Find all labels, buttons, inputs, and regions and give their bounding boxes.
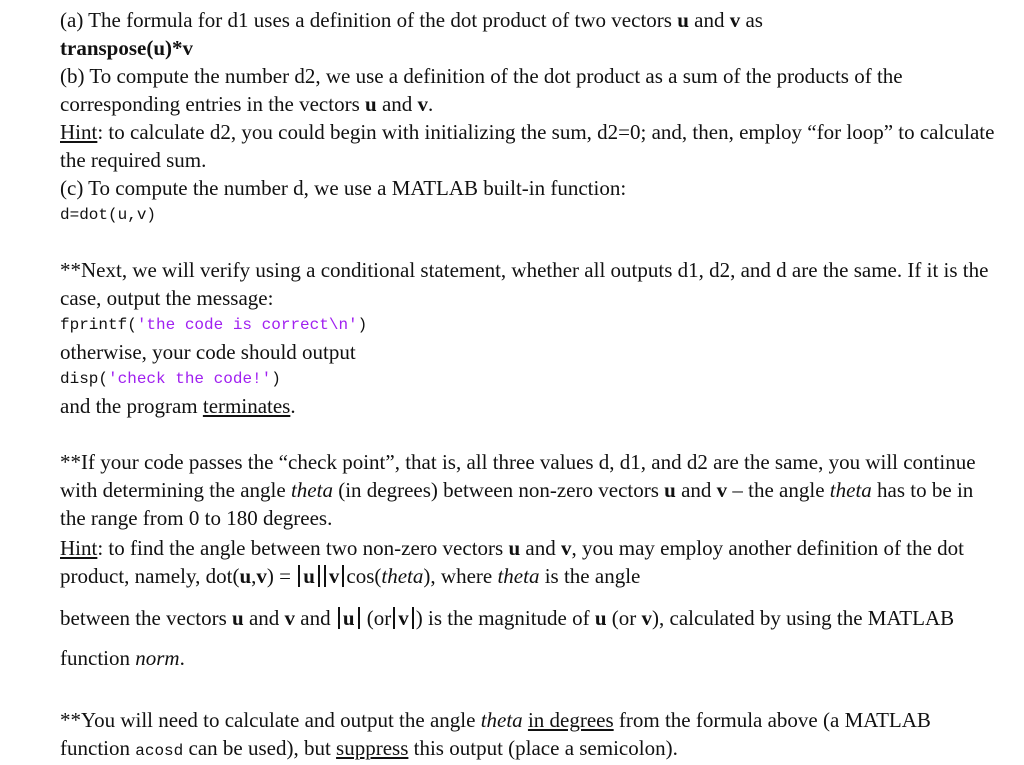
code-dot: d=dot(u,v) xyxy=(60,206,157,224)
para-otherwise: otherwise, your code should output xyxy=(60,340,356,364)
norm-u: u xyxy=(298,565,320,587)
norm-v: v xyxy=(324,565,345,587)
para-b: (b) To compute the number d2, we use a definition of the dot product as a sum of the products of the corresponding entries in the vectors u and v. xyxy=(60,64,903,116)
hint-label: Hint xyxy=(60,536,98,560)
transpose-formula: transpose(u)*v xyxy=(60,36,194,60)
acosd-code: acosd xyxy=(135,742,184,760)
para-ifpass: **If your code passes the “check point”, that is, all three values d, d1, and d2 are the same, you will continue with determining the angle theta (in degrees) between non-zero vectors u and v – the angle theta has to be in the range from 0 to 180 degrees. xyxy=(60,450,976,530)
para-terminates: and the program terminates. xyxy=(60,394,296,418)
hint-2-cont: between the vectors u and v and u (or v ) is the magnitude of u (or v), calculated by using the MATLAB function norm. xyxy=(60,606,955,670)
hint-2: Hint: to find the angle between two non-zero vectors u and v, you may employ another definition of the dot product, namely, dot(u,v) = u v cos(theta), where theta is the angle xyxy=(60,536,964,588)
para-a: (a) The formula for d1 uses a definition of the dot product of two vectors u and v as transpose(u)*v xyxy=(60,8,763,60)
code-disp: disp('check the code!') xyxy=(60,370,281,388)
para-youwill: **You will need to calculate and output the angle theta in degrees from the formula above (a MATLAB function acosd can be used), but suppress this output (place a semicolon). xyxy=(60,708,931,760)
para-c: (c) To compute the number d, we use a MATLAB built-in function: xyxy=(60,176,627,200)
norm-v-2: v xyxy=(393,607,414,629)
hint-label: Hint xyxy=(60,120,98,144)
norm-u-2: u xyxy=(338,607,360,629)
code-fprintf: fprintf('the code is correct\n') xyxy=(60,316,368,334)
dot-formula: dot(u,v) = u v cos(theta) xyxy=(205,564,431,588)
para-next: **Next, we will verify using a conditional statement, whether all outputs d1, d2, and d are the same. If it is the case, output the message: xyxy=(60,258,989,310)
hint-1: Hint: to calculate d2, you could begin with initializing the sum, d2=0; and, then, employ “for loop” to calculate the required sum. xyxy=(60,120,995,172)
